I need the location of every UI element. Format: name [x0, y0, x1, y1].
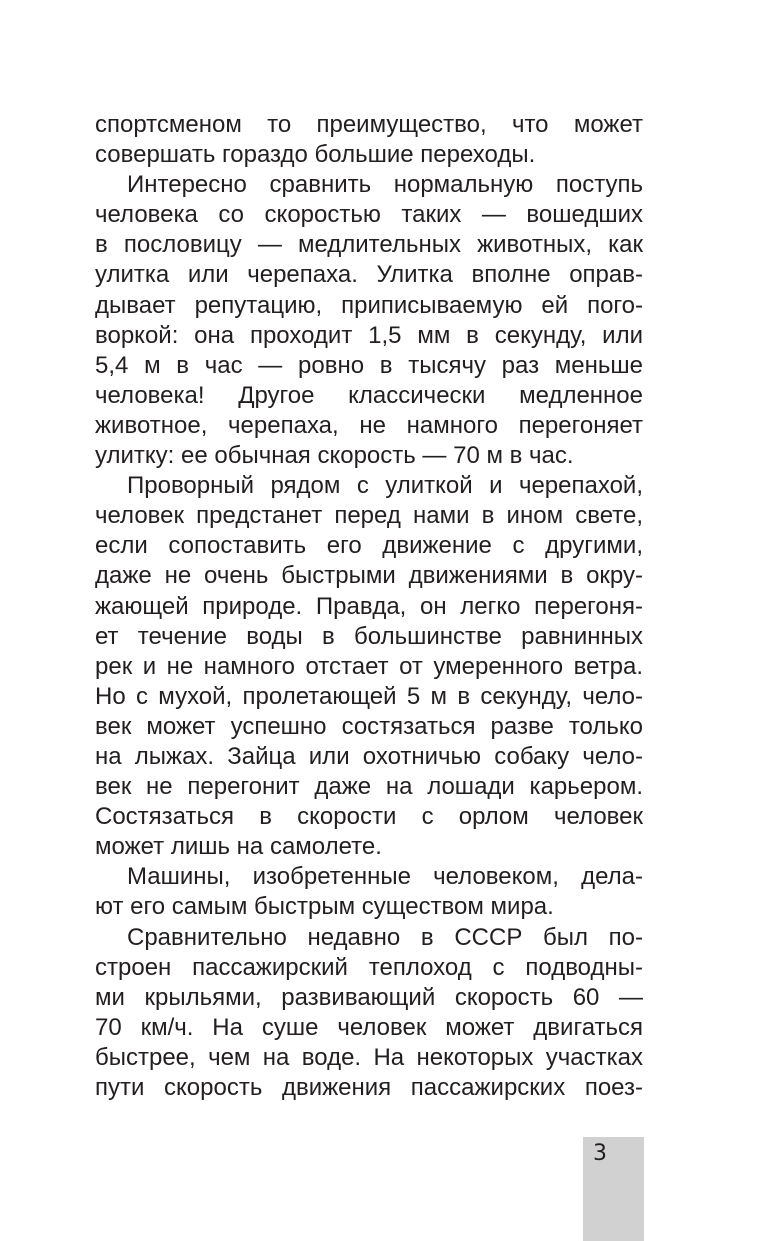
text-line: человека! Другое классически медленное: [95, 381, 643, 409]
text-line: совершать гораздо большие переходы.: [95, 141, 536, 169]
text-line: ют его самым быстрым существом мира.: [95, 893, 554, 921]
text-line: быстрее, чем на воде. На некоторых участках: [95, 1043, 643, 1071]
text-line: если сопоставить его движение с другими,: [95, 532, 643, 560]
text-line: может лишь на самолете.: [95, 833, 382, 861]
body-text: [95, 110, 643, 1103]
text-line: Но с мухой, пролетающей 5 м в секунду, чело-: [95, 682, 643, 710]
text-line: Состязаться в скорости с орлом человек: [95, 803, 643, 831]
text-line: век не перегонит даже на лошади карьером.: [95, 773, 643, 801]
text-line: Проворный рядом с улиткой и черепахой,: [127, 472, 643, 500]
text-line: ет течение воды в большинстве равнинных: [95, 622, 643, 650]
text-line: рек и не намного отстает от умеренного ветра.: [95, 652, 643, 680]
page-number: 3: [593, 1141, 607, 1166]
text-line: ми крыльями, развивающий скорость 60 —: [95, 983, 643, 1011]
text-line: строен пассажирский теплоход с подводны-: [95, 953, 643, 981]
text-line: животное, черепаха, не намного перегоняет: [95, 411, 643, 439]
text-line: улитка или черепаха. Улитка вполне оправ-: [95, 261, 643, 289]
text-line: дывает репутацию, приписываемую ей пого-: [95, 291, 643, 319]
text-line: человека со скоростью таких — вошедших: [95, 201, 643, 229]
text-line: улитку: ее обычная скорость — 70 м в час.: [95, 442, 574, 470]
text-line: жающей природе. Правда, он легко перегоня-: [95, 592, 643, 620]
page-number-tab: [583, 1137, 644, 1241]
text-line: 5,4 м в час — ровно в тысячу раз меньше: [95, 351, 643, 379]
text-line: воркой: она проходит 1,5 мм в секунду, или: [95, 321, 643, 349]
text-line: спортсменом то преимущество, что может: [95, 111, 643, 138]
text-line: 70 км/ч. На суше человек может двигаться: [95, 1013, 643, 1041]
text-line: на лыжах. Зайца или охотничью собаку чело-: [95, 742, 643, 770]
text-line: человек предстанет перед нами в ином свете,: [95, 502, 643, 530]
text-line: Интересно сравнить нормальную поступь: [127, 171, 643, 199]
text-line: даже не очень быстрыми движениями в окру-: [95, 562, 643, 590]
text-line: век может успешно состязаться разве только: [95, 712, 643, 740]
text-line: Машины, изобретенные человеком, дела-: [127, 863, 643, 891]
text-line: в пословицу — медлительных животных, как: [95, 231, 643, 259]
text-line: пути скорость движения пассажирских поез-: [95, 1074, 643, 1101]
text-line: Сравнительно недавно в СССР был по-: [127, 923, 643, 951]
